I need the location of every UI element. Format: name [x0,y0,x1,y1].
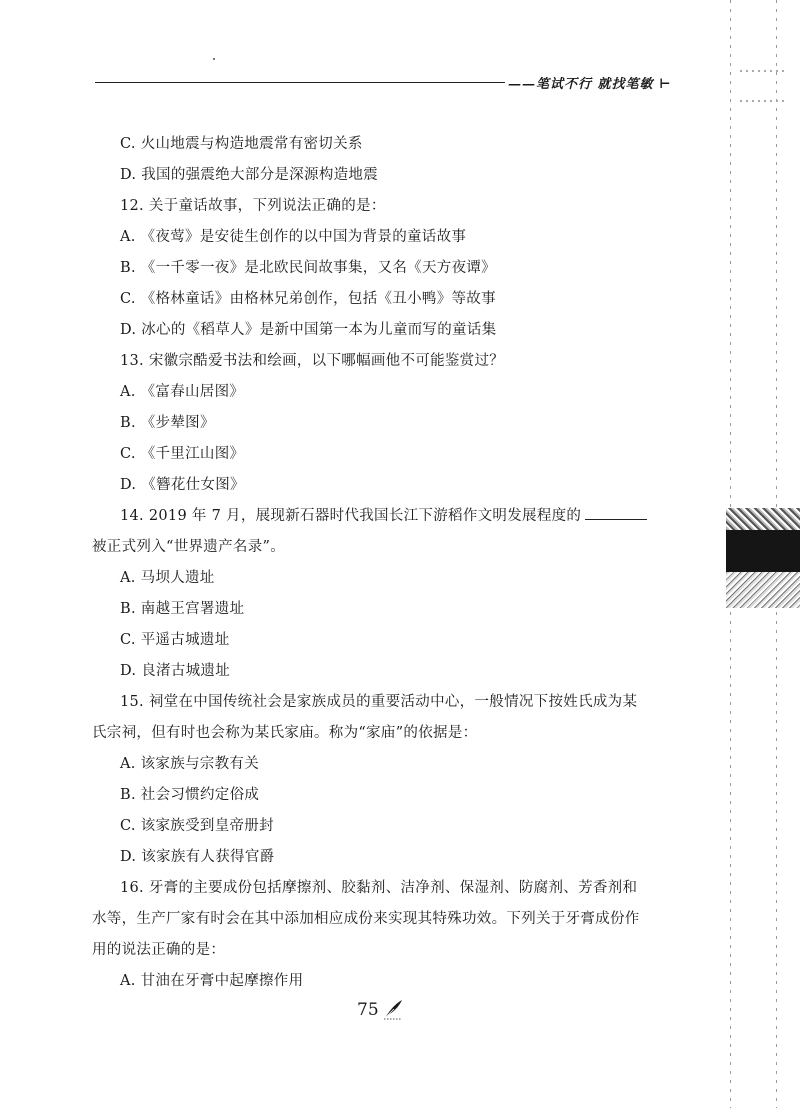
question-15: 15. 祠堂在中国传统社会是家族成员的重要活动中心，一般情况下按姓氏成为某 [120,694,638,710]
question-16-continued-1: 水等，生产厂家有时会在其中添加相应成份来实现其特殊功效。下列关于牙膏成份作 [92,911,640,927]
question-16-continued-2: 用的说法正确的是： [92,942,226,958]
option-a-q13: A. 《富春山居图》 [120,384,245,400]
option-b-q12: B. 《一千零一夜》是北欧民间故事集，又名《天方夜谭》 [120,260,496,276]
option-c-q15: C. 该家族受到皇帝册封 [120,818,274,834]
option-d-q12: D. 冰心的《稻草人》是新中国第一本为儿童而写的童话集 [120,322,497,338]
option-c-q11: C. 火山地震与构造地震常有密切关系 [120,136,363,152]
header-rule [95,82,505,83]
option-a-q15: A. 该家族与宗教有关 [120,756,259,772]
question-15-continued: 氏宗祠，但有时也会称为某氏家庙。称为“家庙”的依据是： [92,725,478,741]
scan-artifact [726,530,800,572]
question-13: 13. 宋徽宗酷爱书法和绘画，以下哪幅画他不可能鉴赏过？ [120,353,505,369]
option-d-q11: D. 我国的强震绝大部分是深源构造地震 [120,167,379,183]
option-a-q12: A. 《夜莺》是安徒生创作的以中国为背景的童话故事 [120,229,467,245]
question-14-continued: 被正式列入“世界遗产名录”。 [92,539,286,555]
question-12: 12. 关于童话故事，下列说法正确的是： [120,198,386,214]
scan-artifact [726,572,800,608]
quill-icon [382,998,404,1020]
option-b-q15: B. 社会习惯约定俗成 [120,787,260,803]
option-d-q15: D. 该家族有人获得官爵 [120,849,275,865]
page-number: 75 [357,1000,379,1020]
option-b-q13: B. 《步辇图》 [120,415,215,431]
scan-edge-dots [740,100,785,102]
option-c-q13: C. 《千里江山图》 [120,446,245,462]
option-a-q14: A. 马坝人遗址 [120,570,215,586]
scan-speck [213,58,215,60]
question-14 [120,507,647,525]
scan-edge-dots [740,70,785,72]
option-d-q13: D. 《簪花仕女图》 [120,477,245,493]
option-c-q14: C. 平遥古城遗址 [120,632,230,648]
question-16: 16. 牙膏的主要成份包括摩擦剂、胶黏剂、洁净剂、保湿剂、防腐剂、芳香剂和 [120,880,638,896]
option-b-q14: B. 南越王宫署遗址 [120,601,245,617]
question-14-text: 14. 2019 年 7 月，展现新石器时代我国长江下游稻作文明发展程度的 [120,508,582,524]
header-tagline: ——笔试不行 就找笔敏 ⊢ [508,77,672,92]
answer-blank [585,507,647,520]
option-a-q16: A. 甘油在牙膏中起摩擦作用 [120,973,304,989]
option-c-q12: C. 《格林童话》由格林兄弟创作，包括《丑小鸭》等故事 [120,291,496,307]
option-d-q14: D. 良渚古城遗址 [120,663,231,679]
